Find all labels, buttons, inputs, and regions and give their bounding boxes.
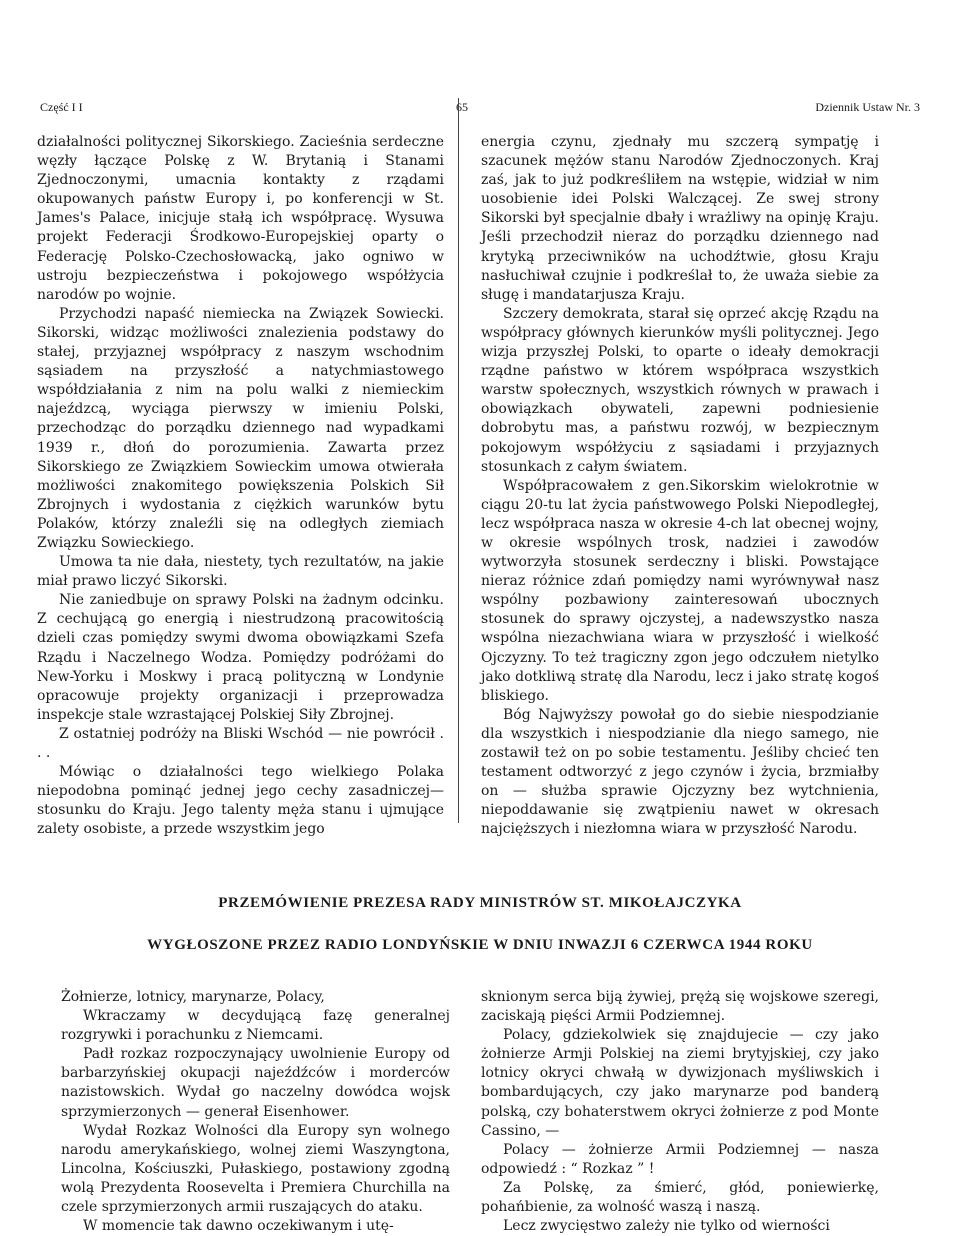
section-title: PRZEMÓWIENIE PREZESA RADY MINISTRÓW ST. MIKOŁAJCZYKA [218,895,742,911]
header-part-label: Część I I [40,100,83,114]
paragraph: Wkraczamy w decydującą fazę generalnej rozgrywki i porachunku z Niemcami. [61,1008,450,1044]
paragraph: Z ostatniej podróży na Bliski Wschód — nie powrócił . . . [37,725,444,761]
article-column-right [481,133,879,839]
paragraph: W momencie tak dawno oczekiwanym i utę- [83,1218,394,1235]
paragraph: Szczery demokrata, starał się oprzeć akcję Rządu na współpracy głównych kierunków myśli politycznej. Jego wizja przyszłej Polski, to oparte o ideały demokracji rządne państwo w którem współpraca wszystkich warstw społecznych, wszystkich równych w prawach i obowiązkach obywateli, zapewni podniesienie dobrobytu mas, a państwu rozwój, w bezpiecznym pokojowym współżyciu z sąsiadami i przyjaznych stosunkach z całym światem. [481,305,879,475]
speech-column-left [61,988,450,1236]
page-header [40,100,920,120]
paragraph: Bóg Najwyższy powołał go do siebie niespodzianie dla wszystkich i niespodzianie dla niego samego, nie zostawił też on po sobie testamentu. Jeśliby chcieć ten testament odtworzyć z jego czynów i życia, brzmiałby on — służba sprawie Ojczyzny bez wytchnienia, niepoddawanie się zwątpieniu nawet w okresach najcięższych i niezłomna wiara w przyszłość Narodu. [481,706,879,838]
paragraph: Lecz zwycięstwo zależy nie tylko od wierności [503,1218,830,1235]
paragraph: Umowa ta nie dała, niestety, tych rezultatów, na jakie miał prawo liczyć Sikorski. [37,554,444,590]
paragraph: działalności politycznej Sikorskiego. Zacieśnia serdeczne węzły łączące Polskę z W. Brytanią i Stanami Zjednoczonymi, umacnia kontakty z rządami okupowanych państw Europy i, po konferencji w St. James's Palace, inicjuje stałą ich współpracę. Wysuwa projekt Federacji Środkowo-Europejskiej oparty o Federację Polsko-Czechosłowacką, jako ogniwo w ustroju bezpieczeństwa i pokojowego współżycia narodów po wojnie. [37,134,444,303]
paragraph: Polacy — żołnierze Armii Podziemnej — nasza odpowiedź : “ Rozkaz ” ! [481,1141,879,1177]
paragraph: Polacy, gdziekolwiek się znajdujecie — czy jako żołnierze Armji Polskiej na ziemi brytyjskiej, czy jako lotnicy okryci chwałą w dywizjonach myśliwskich i bombardujących, czy jako marynarze pod banderą polską, czy bohaterstwem okryci żołnierze z pod Monte Cassino, — [481,1027,879,1139]
paragraph: energia czynu, zjednały mu szczerą sympatję i szacunek mężów stanu Narodów Zjednoczonych. Kraj zaś, jak to już podkreśliłem na wstępie, widział w nim uosobienie idei Polski Walczącej. Ze swej strony Sikorski był specjalnie dbały i wrażliwy na opinję Kraju. Jeśli przechodził nieraz do porządku dziennego nad krytyką przeciwników na uchodźtwie, głosu Kraju nasłuchiwał czujnie i podkreślał to, że uważa siebie za sługę i mandatarjusza Kraju. [481,134,879,303]
paragraph: Nie zaniedbuje on sprawy Polski na żadnym odcinku. Z cechującą go energią i niestrudzoną pracowitością dzieli czas pomiędzy swymi dwoma obowiązkami Szefa Rządu i Naczelnego Wodza. Pomiędzy podróżami do New-Yorku i Moskwy i pracą polityczną w Londynie opracowuje projekty organizacji i przeprowadza inspekcje stale wzrastającej Polskiej Siły Zbrojnej. [37,592,444,723]
article-column-left [37,133,444,839]
speech-column-right [481,988,879,1236]
journal-title: Dziennik Ustaw Nr. 3 [815,100,920,114]
paragraph: sknionym serca biją żywiej, prężą się wojskowe szeregi, zaciskają pięści Armii Podziemnej. [481,989,879,1025]
paragraph: Współpracowałem z gen.Sikorskim wielokrotnie w ciągu 20-tu lat życia państwowego Polski Niepodległej, lecz współpraca nasza w okresie 4-ch lat obecnej wojny, w okresie wspólnych trosk, nadziei i zawodów wytworzyła stosunek serdeczny i bliski. Powstające nieraz różnice zdań pomiędzy nami wyrównywał nasz wspólny pozbawiony zainteresowań ubocznych stosunek do sprawy ojczystej, a nadewszystko nasza wspólna niezachwiana wiara w przyszłość i wielkość Ojczyzny. To też tragiczny zgon jego odczułem nietylko jako dotkliwą stratę dla Narodu, lecz i jako stratę kogoś bliskiego. [481,477,879,704]
paragraph: Żołnierze, lotnicy, marynarze, Polacy, [61,989,325,1005]
paragraph: Przychodzi napaść niemiecka na Związek Sowiecki. Sikorski, widząc możliwości znalezienia podstawy do stałej, przyjaznej współpracy z naszym wschodnim sąsiadem na przyszłość a natychmiastowego współdziałania z nim na polu walki z niemieckim najeźdzcą, wyciąga pierwszy w imieniu Polski, przechodząc do porządku dziennego nad wypadkami 1939 r., dłoń do porozumienia. Zawarta przez Sikorskiego ze Związkiem Sowieckim umowa otwierała możliwości znakomitego powiększenia Polskich Sił Zbrojnych i wydostania z ciężkich warunków bytu Polaków, którzy znaleźli się na odległych ziemiach Związku Sowieckiego. [37,305,444,551]
paragraph: Za Polskę, za śmierć, głód, poniewierkę, pohańbienie, za wolność waszą i naszą. [481,1179,879,1216]
column-divider [458,98,459,823]
paragraph: Mówiąc o działalności tego wielkiego Polaka niepodobna pominąć jednej jego cechy zasadniczej— stosunku do Kraju. Jego talenty męża stanu i ujmujące zalety osobiste, a przede wszystkim jego [37,764,444,838]
paragraph: Padł rozkaz rozpoczynający uwolnienie Europy od barbarzyńskiej okupacji najeźdźców i morderców nazistowskich. Wydał go naczelny dowódca wojsk sprzymierzonych — generał Eisenhower. [61,1046,450,1120]
page-number: 65 [456,100,468,114]
paragraph: Wydał Rozkaz Wolności dla Europy syn wolnego narodu amerykańskiego, wolnej ziemi Waszyngtona, Lincolna, Kościuszki, Pułaskiego, postawiony zgodną wolą Prezydenta Roosevelta i Premiera Churchilla na czele sprzymierzonych armii ruszających do ataku. [61,1122,450,1216]
section-subtitle: WYGŁOSZONE PRZEZ RADIO LONDYŃSKIE W DNIU INWAZJI 6 CZERWCA 1944 ROKU [147,937,813,953]
